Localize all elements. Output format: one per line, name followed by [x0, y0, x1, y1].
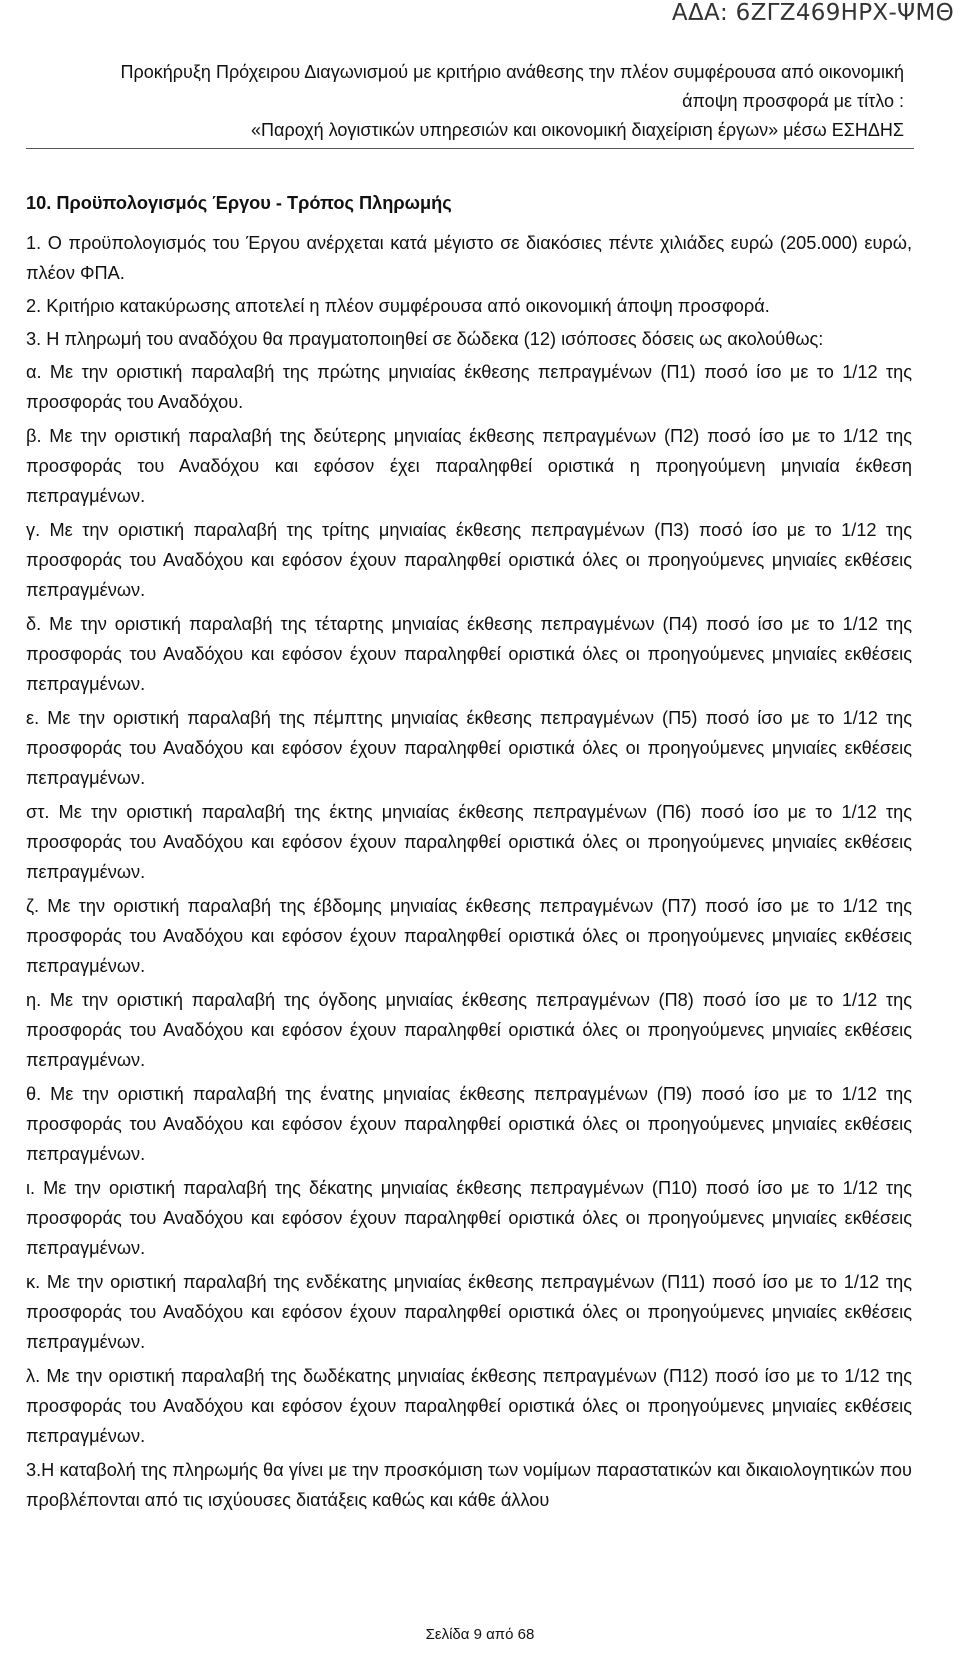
- list-item: β. Με την οριστική παραλαβή της δεύτερης μηνιαίας έκθεσης πεπραγμένων (Π2) ποσό ίσο με το 1/12 της προσφοράς του Αναδόχου και εφόσον έχει παραληφθεί οριστικά η προηγούμενη μηνιαία έκθεση πεπραγμένων.: [26, 426, 912, 506]
- header-line-3: «Παροχή λογιστικών υπηρεσιών και οικονομική διαχείριση έργων» μέσω ΕΣΗΔΗΣ: [251, 120, 904, 140]
- header-line-1: Προκήρυξη Πρόχειρου Διαγωνισμού με κριτήριο ανάθεσης την πλέον συμφέρουσα από οικονομική: [120, 62, 904, 82]
- section-title: 10. Προϋπολογισμός Έργου - Τρόπος Πληρωμής: [26, 193, 452, 213]
- page-number: Σελίδα 9 από 68: [425, 1626, 535, 1643]
- list-item: στ. Με την οριστική παραλαβή της έκτης μηνιαίας έκθεσης πεπραγμένων (Π6) ποσό ίσο με το 1/12 της προσφοράς του Αναδόχου και εφόσον έχουν παραληφθεί οριστικά όλες οι προηγούμενες μηνιαίες εκθέσεις πεπραγμένων.: [26, 802, 912, 882]
- list-item: ι. Με την οριστική παραλαβή της δέκατης μηνιαίας έκθεσης πεπραγμένων (Π10) ποσό ίσο με το 1/12 της προσφοράς του Αναδόχου και εφόσον έχουν παραληφθεί οριστικά όλες οι προηγούμενες μηνιαίες εκθέσεις πεπραγμένων.: [26, 1178, 912, 1258]
- ada-code: ΑΔΑ: 6ΖΓΖ469ΗΡΧ-ΨΜΘ: [671, 0, 954, 26]
- paragraph-2: 2. Κριτήριο κατακύρωσης αποτελεί η πλέον συμφέρουσα από οικονομική άποψη προσφορά.: [26, 296, 770, 316]
- header-divider: [26, 148, 914, 149]
- list-item: θ. Με την οριστική παραλαβή της ένατης μηνιαίας έκθεσης πεπραγμένων (Π9) ποσό ίσο με το 1/12 της προσφοράς του Αναδόχου και εφόσον έχουν παραληφθεί οριστικά όλες οι προηγούμενες μηνιαίες εκθέσεις πεπραγμένων.: [26, 1084, 912, 1164]
- header-line-2: άποψη προσφορά με τίτλο :: [682, 91, 904, 111]
- list-item: α. Με την οριστική παραλαβή της πρώτης μηνιαίας έκθεσης πεπραγμένων (Π1) ποσό ίσο με το 1/12 της προσφοράς του Αναδόχου.: [26, 362, 912, 412]
- list-item: δ. Με την οριστική παραλαβή της τέταρτης μηνιαίας έκθεσης πεπραγμένων (Π4) ποσό ίσο με το 1/12 της προσφοράς του Αναδόχου και εφόσον έχουν παραληφθεί οριστικά όλες οι προηγούμενες μηνιαίες εκθέσεις πεπραγμένων.: [26, 614, 912, 694]
- paragraph-3: 3. Η πληρωμή του αναδόχου θα πραγματοποιηθεί σε δώδεκα (12) ισόποσες δόσεις ως ακολούθως:: [26, 329, 824, 349]
- paragraph-4: 3.Η καταβολή της πληρωμής θα γίνει με την προσκόμιση των νομίμων παραστατικών και δικαιολογητικών που προβλέπονται από τις ισχύουσες διατάξεις καθώς και κάθε άλλου: [26, 1460, 912, 1510]
- paragraph-1: 1. Ο προϋπολογισμός του Έργου ανέρχεται κατά μέγιστο σε διακόσιες πέντε χιλιάδες ευρώ (205.000) ευρώ, πλέον ΦΠΑ.: [26, 233, 912, 283]
- list-item: ζ. Με την οριστική παραλαβή της έβδομης μηνιαίας έκθεσης πεπραγμένων (Π7) ποσό ίσο με το 1/12 της προσφοράς του Αναδόχου και εφόσον έχουν παραληφθεί οριστικά όλες οι προηγούμενες μηνιαίες εκθέσεις πεπραγμένων.: [26, 896, 912, 976]
- list-item: η. Με την οριστική παραλαβή της όγδοης μηνιαίας έκθεσης πεπραγμένων (Π8) ποσό ίσο με το 1/12 της προσφοράς του Αναδόχου και εφόσον έχουν παραληφθεί οριστικά όλες οι προηγούμενες μηνιαίες εκθέσεις πεπραγμένων.: [26, 990, 912, 1070]
- document-header: [24, 58, 904, 145]
- list-item: γ. Με την οριστική παραλαβή της τρίτης μηνιαίας έκθεσης πεπραγμένων (Π3) ποσό ίσο με το 1/12 της προσφοράς του Αναδόχου και εφόσον έχουν παραληφθεί οριστικά όλες οι προηγούμενες μηνιαίες εκθέσεις πεπραγμένων.: [26, 520, 912, 600]
- list-item: ε. Με την οριστική παραλαβή της πέμπτης μηνιαίας έκθεσης πεπραγμένων (Π5) ποσό ίσο με το 1/12 της προσφοράς του Αναδόχου και εφόσον έχουν παραληφθεί οριστικά όλες οι προηγούμενες μηνιαίες εκθέσεις πεπραγμένων.: [26, 708, 912, 788]
- section-body: [26, 188, 912, 1515]
- list-item: λ. Με την οριστική παραλαβή της δωδέκατης μηνιαίας έκθεσης πεπραγμένων (Π12) ποσό ίσο με το 1/12 της προσφοράς του Αναδόχου και εφόσον έχουν παραληφθεί οριστικά όλες οι προηγούμενες μηνιαίες εκθέσεις πεπραγμένων.: [26, 1366, 912, 1446]
- list-item: κ. Με την οριστική παραλαβή της ενδέκατης μηνιαίας έκθεσης πεπραγμένων (Π11) ποσό ίσο με το 1/12 της προσφοράς του Αναδόχου και εφόσον έχουν παραληφθεί οριστικά όλες οι προηγούμενες μηνιαίες εκθέσεις πεπραγμένων.: [26, 1272, 912, 1352]
